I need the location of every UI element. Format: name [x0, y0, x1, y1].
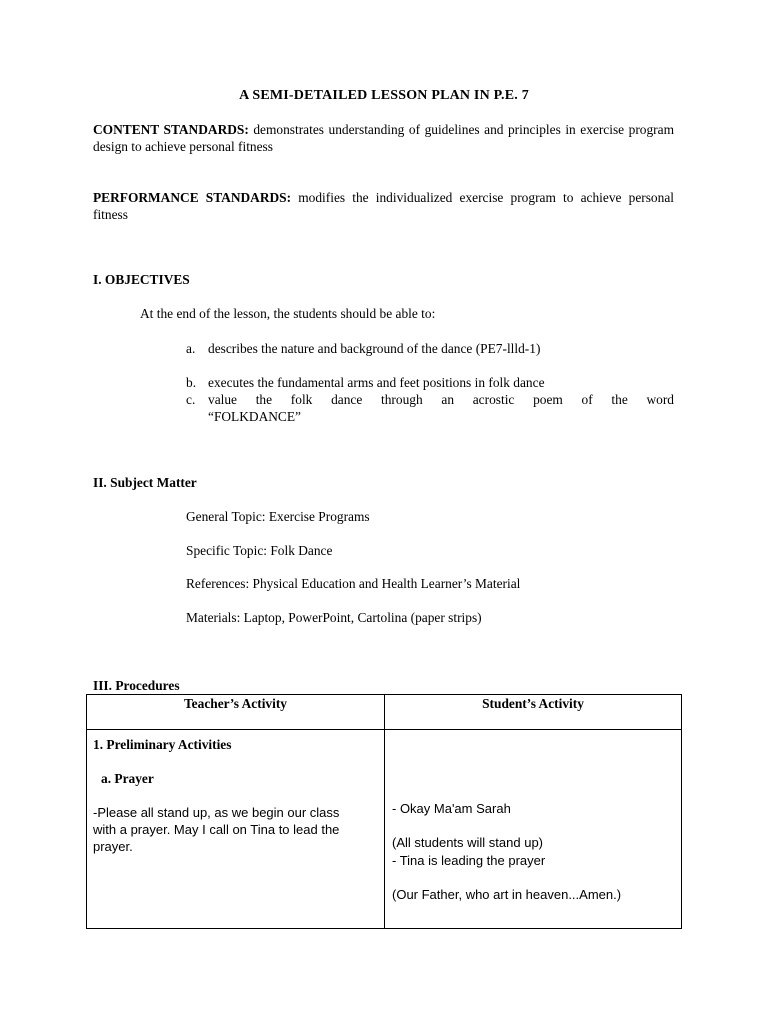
preliminary-activities-label: 1. Preliminary Activities [93, 737, 232, 752]
objective-text-continued: “FOLKDANCE” [208, 409, 301, 424]
objective-letter: c. [186, 392, 196, 407]
objective-text: executes the fundamental arms and feet positions in folk dance [208, 375, 545, 390]
document-title: A SEMI-DETAILED LESSON PLAN IN P.E. 7 [239, 88, 529, 103]
general-topic: General Topic: Exercise Programs [186, 509, 370, 524]
objectives-intro: At the end of the lesson, the students should be able to: [140, 306, 436, 321]
procedures-heading: III. Procedures [93, 678, 180, 693]
objective-text: value the folk dance through an acrostic poem of the word [208, 392, 674, 407]
performance-standards-text: modifies the individualized exercise program to achieve personal fitness [93, 190, 674, 222]
student-response-line: (Our Father, who art in heaven...Amen.) [392, 887, 622, 902]
teacher-activity-cell [87, 730, 385, 929]
objective-letter: a. [186, 341, 196, 356]
student-response-line: - Okay Ma'am Sarah [392, 801, 511, 816]
student-activity-header: Student’s Activity [385, 695, 682, 730]
teacher-instruction-line: prayer. [93, 839, 133, 854]
subject-matter-heading: II. Subject Matter [93, 475, 197, 490]
content-standards [93, 121, 674, 155]
performance-standards [93, 189, 674, 223]
materials: Materials: Laptop, PowerPoint, Cartolina (paper strips) [186, 610, 482, 625]
specific-topic: Specific Topic: Folk Dance [186, 543, 333, 558]
teacher-activity-header: Teacher’s Activity [87, 695, 385, 730]
teacher-instruction-line: with a prayer. May I call on Tina to lead the [93, 822, 340, 837]
objective-letter: b. [186, 375, 197, 390]
content-standards-text: demonstrates understanding of guidelines and principles in exercise program design to achieve personal fitness [93, 122, 674, 154]
student-response-line: - Tina is leading the prayer [392, 853, 546, 868]
student-response-line: (All students will stand up) [392, 835, 544, 850]
table-header-row [87, 695, 682, 730]
content-standards-label: CONTENT STANDARDS: [93, 122, 249, 137]
table-row [87, 730, 682, 929]
performance-standards-label: PERFORMANCE STANDARDS: [93, 190, 292, 205]
objective-text: describes the nature and background of the dance (PE7-llld-1) [208, 341, 541, 356]
procedures-table [86, 694, 682, 929]
teacher-instruction-line: -Please all stand up, as we begin our class [93, 805, 340, 820]
student-activity-cell [385, 730, 682, 929]
prayer-label: a. Prayer [101, 771, 154, 786]
references: References: Physical Education and Health Learner’s Material [186, 576, 521, 591]
objectives-heading: I. OBJECTIVES [93, 272, 190, 287]
